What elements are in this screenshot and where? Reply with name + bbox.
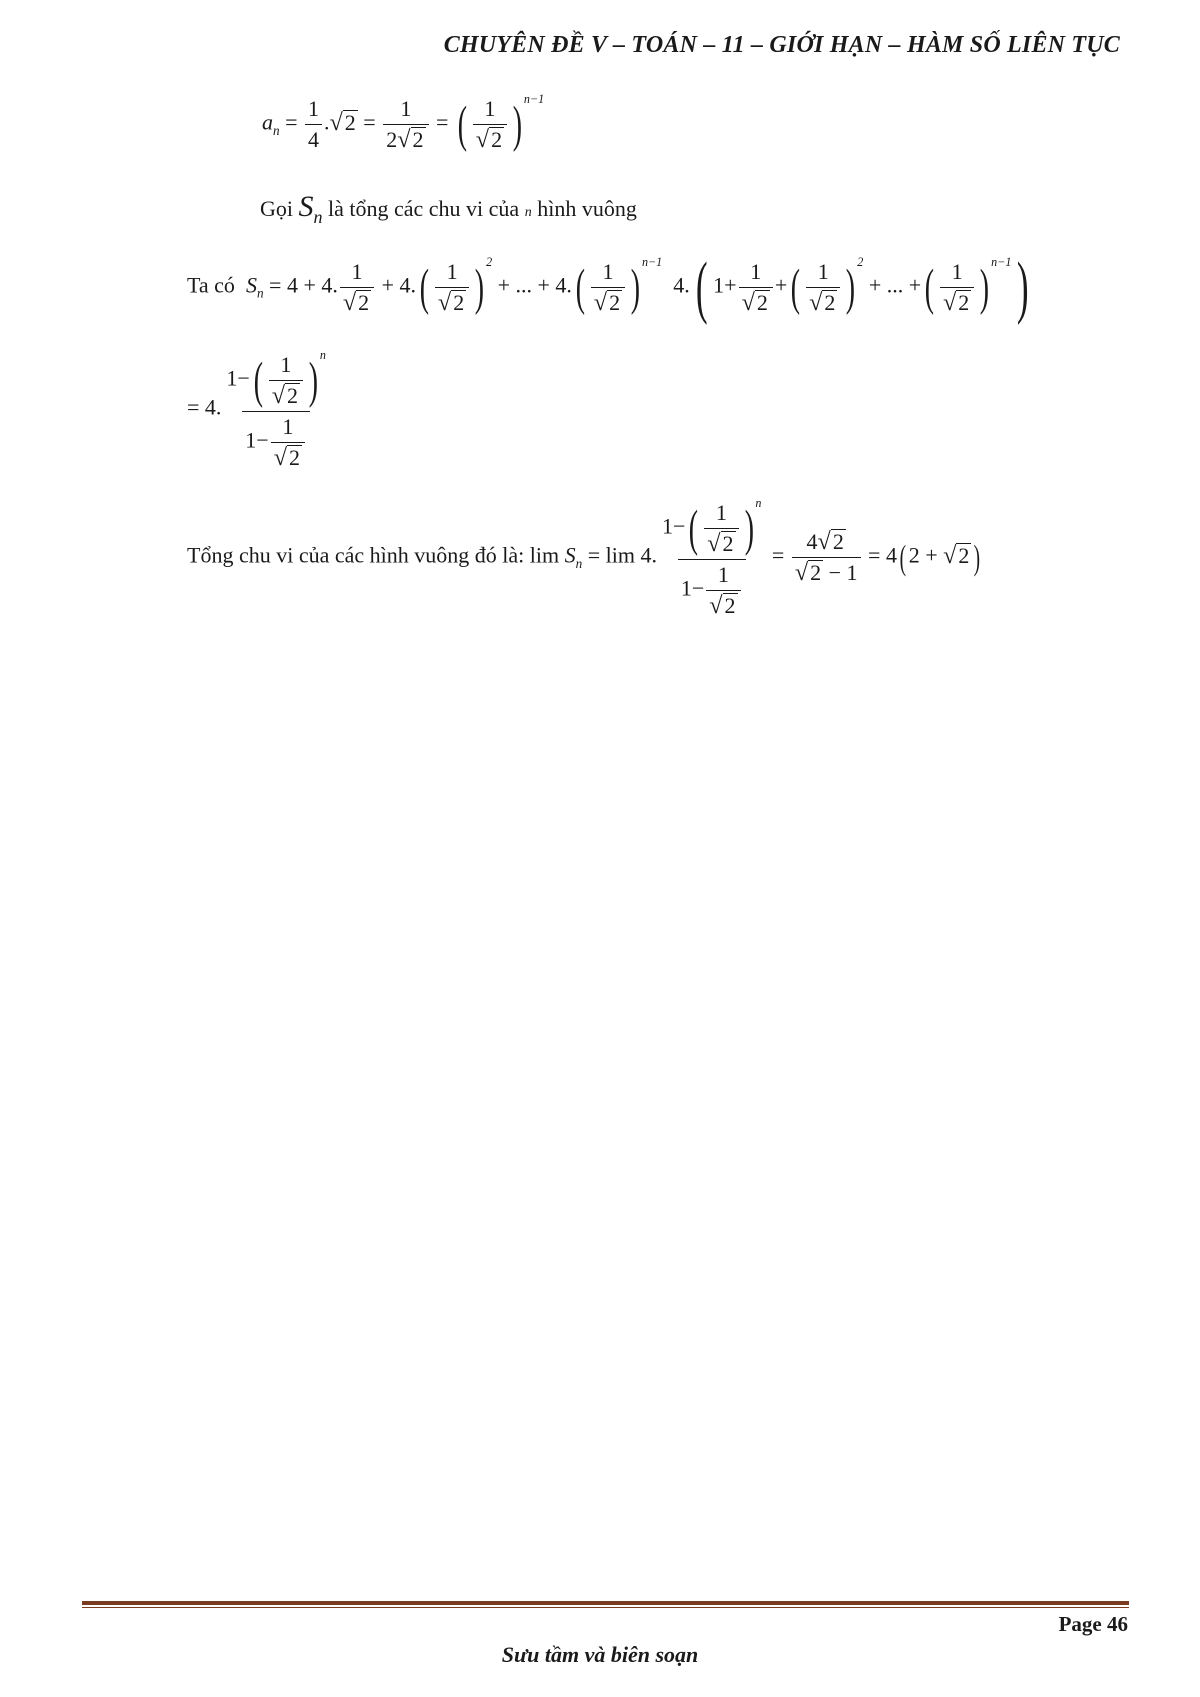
footer-credit: Sưu tầm và biên soạn: [501, 1642, 699, 1667]
sqrt-2: √ 2: [329, 108, 356, 136]
footer-rule-thin: [82, 1607, 1129, 1608]
geometric-sum-fraction: 1−( 1 √ 2 ) $^n$ 1− 1 √ 2: [226, 348, 326, 472]
goi-line: Gọi $S_n$ là tổng các chu vi của n hình vuông: [260, 190, 637, 228]
formula-an: $a_n$ = $\frac{1}{4}$ . √ 2 = 1 2 √ 2 = ( 1 √ 2 ) $^{n-1}$: [262, 92, 545, 154]
var-S: S: [298, 190, 314, 223]
final-text: Tổng chu vi của các hình vuông đó là:: [187, 542, 525, 568]
fraction-one-over-sqrt2: 1 √ 2: [473, 96, 507, 153]
final-result-line: Tổng chu vi của các hình vuông đó là: $\lim S_n = \lim 4$. 1−( 1 √ 2 ) $^n$ 1− 1 √ 2 = 4 √ 2 √ 2 − 1 = 4( 2 + √ 2 ): [187, 496, 981, 620]
page-header-title: CHUYÊN ĐỀ V – TOÁN – 11 – GIỚI HẠN – HÀM SỐ LIÊN TỤC: [443, 32, 1120, 58]
subscript-n: n: [273, 122, 280, 138]
page-number: Page 46: [1058, 1612, 1128, 1636]
fraction-one-quarter: $\frac{1}{4}$: [305, 96, 322, 153]
fraction-one-over-two-sqrt2: 1 2 √ 2: [383, 96, 428, 153]
var-a: a: [262, 109, 273, 135]
sum-result-formula: = 4. 1−( 1 √ 2 ) $^n$ 1− 1 √ 2: [187, 348, 331, 471]
footer-rule-thick: [82, 1601, 1129, 1605]
limit-fraction: 1−( 1 √ 2 ) $^n$ 1− 1 √ 2: [661, 496, 762, 620]
ta-co-formula: Ta có $S_n = 4 + 4$. 1 √ 2 + 4.( 1 √ 2 ) $^2$ + ... + 4.( 1 √ 2 ) $^{n-1}$ 4.( 1+ 1 √ 2 +( 1 √ 2 ) $^2$ + ... +( 1 √ 2 ) $^{n-1}$): [187, 248, 1030, 326]
fraction-four-sqrt2-over-sqrt2-minus-1: 4 √ 2 √ 2 − 1: [792, 529, 861, 586]
exponent-n-minus-1: n−1: [523, 92, 545, 106]
